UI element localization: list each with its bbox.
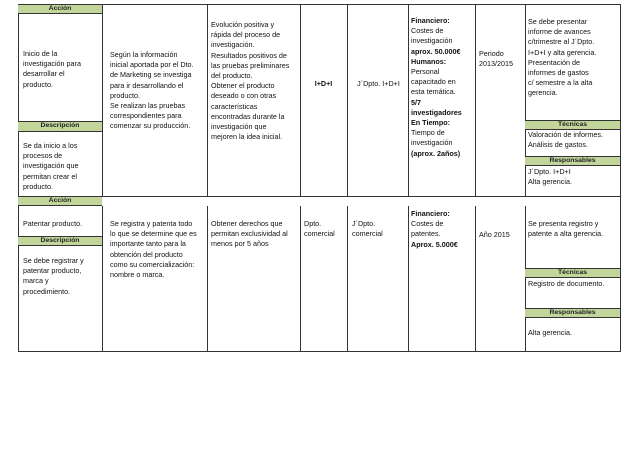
resource-line: investigadores bbox=[411, 107, 462, 117]
row1-col-divider-4 bbox=[347, 4, 348, 196]
row1-col4-text: I+D+I bbox=[314, 79, 333, 88]
row1-accion-header-text: Acción bbox=[48, 5, 72, 12]
row1-accion-text: Inicio de la investigación para desarrollar el producto. bbox=[23, 49, 81, 89]
resource-line: 5/7 bbox=[411, 97, 421, 107]
resource-line: esta temática. bbox=[411, 87, 456, 97]
row2-col-divider-5 bbox=[408, 206, 409, 352]
table-border-right bbox=[620, 4, 621, 352]
row2-responsables-header bbox=[525, 308, 620, 318]
row2-col-divider-6 bbox=[475, 206, 476, 352]
row2-col-divider-1 bbox=[102, 206, 103, 352]
row2-col-divider-3 bbox=[300, 206, 301, 352]
resource-line: capacitado en bbox=[411, 77, 456, 87]
resource-line: investigación bbox=[411, 138, 453, 148]
row1-col8-text: Se debe presentar informe de avances c/trimestre al J´Dpto. I+D+I y alta gerencia. Presentación de informes de gastos c/ semestre a la alta gerencia. bbox=[528, 17, 597, 98]
resource-line: Aprox. 5.000€ bbox=[411, 239, 458, 249]
row1-col-divider-2 bbox=[207, 4, 208, 196]
row2-resources-list bbox=[411, 209, 473, 250]
row1-col-divider-1 bbox=[102, 4, 103, 196]
row1-col5-text: J´Dpto. I+D+I bbox=[357, 79, 400, 88]
resource-line: (aprox. 2años) bbox=[411, 148, 461, 158]
row1-col-divider-3 bbox=[300, 4, 301, 196]
row2-col-divider-7 bbox=[525, 206, 526, 352]
row2-responsables-header-text: Responsables bbox=[549, 309, 596, 316]
row1-responsables-header bbox=[525, 156, 620, 166]
resource-line: Costes de bbox=[411, 26, 444, 36]
row1-responsables-text: J´Dpto. I+D+I Alta gerencia. bbox=[528, 167, 572, 187]
row2-col-divider-2 bbox=[207, 206, 208, 352]
resource-line: Humanos: bbox=[411, 56, 447, 66]
resource-line: Financiero: bbox=[411, 209, 450, 218]
row1-tecnicas-header-text: Técnicas bbox=[557, 121, 588, 128]
row1-accion-header bbox=[18, 4, 102, 14]
row2-col4-text: Dpto. comercial bbox=[304, 219, 335, 239]
row1-descripcion-header bbox=[18, 121, 102, 132]
row1-col-divider-7 bbox=[525, 4, 526, 196]
row2-accion-text: Patentar producto. bbox=[23, 219, 83, 228]
resource-line: Tiempo de bbox=[411, 128, 445, 138]
row2-tecnicas-text: Registro de documento. bbox=[528, 279, 605, 288]
resource-line: patentes. bbox=[411, 229, 441, 239]
row2-descripcion-header bbox=[18, 236, 102, 246]
row2-descripcion-header-text: Descripción bbox=[40, 237, 80, 244]
row2-col7-text: Año 2015 bbox=[479, 230, 510, 239]
row1-col-divider-5 bbox=[408, 4, 409, 196]
row2-col-divider-4 bbox=[347, 206, 348, 352]
row1-tecnicas-header bbox=[525, 120, 620, 130]
row1-descripcion-text: Se da inicio a los procesos de investigación que permitan crear el producto. bbox=[23, 141, 79, 191]
row2-descripcion-text: Se debe registrar y patentar producto, marca y procedimiento. bbox=[23, 256, 84, 296]
row1-responsables-header-text: Responsables bbox=[549, 157, 596, 164]
row2-col8-text: Se presenta registro y patente a alta gerencia. bbox=[528, 219, 604, 239]
row1-resources-list bbox=[411, 16, 473, 159]
resource-line: Costes de bbox=[411, 219, 444, 229]
row2-tecnicas-header-text: Técnicas bbox=[557, 269, 588, 276]
row2-col5-text: J´Dpto. comercial bbox=[352, 219, 383, 239]
resource-line: Personal bbox=[411, 67, 440, 77]
row2-tecnicas-header bbox=[525, 268, 620, 278]
resource-line: aprox. 50.000€ bbox=[411, 46, 461, 56]
row1-tecnicas-text: Valoración de informes. Análisis de gastos. bbox=[528, 130, 603, 150]
row1-col7-text: Periodo 2013/2015 bbox=[479, 49, 513, 69]
resource-line: En Tiempo: bbox=[411, 118, 451, 128]
table-border-top bbox=[18, 4, 621, 5]
row2-col2-text: Se registra y patenta todo lo que se determine que es importante tanto para la obtención del producto como su comercialización: nombre o marca. bbox=[110, 219, 197, 280]
row2-accion-header-text: Acción bbox=[48, 197, 72, 204]
resource-line: Financiero: bbox=[411, 16, 450, 25]
row1-col2-text: Según la información inicial aportada por el Dto. de Marketing se investiga para ir desarrollando el producto. Se realizan las pruebas correspondientes para comenzar su producción. bbox=[110, 50, 194, 131]
row2-responsables-text: Alta gerencia. bbox=[528, 328, 572, 337]
row2-accion-header bbox=[18, 196, 102, 206]
table-border-left bbox=[18, 4, 19, 352]
row1-col3-text: Evolución positiva y rápida del proceso de investigación. Resultados positivos de las pruebas preliminares del producto. Obtener el producto deseado o con otras características encontradas durante la investigación que mejoren la idea inicial. bbox=[211, 20, 290, 142]
table-border-bottom bbox=[18, 351, 621, 352]
row1-descripcion-header-text: Descripción bbox=[40, 122, 80, 129]
row2-col3-text: Obtener derechos que permitan exclusividad al menos por 5 años bbox=[211, 219, 288, 249]
resource-line: investigación bbox=[411, 36, 453, 46]
row2-top-border-rest bbox=[102, 196, 621, 197]
row1-col-divider-6 bbox=[475, 4, 476, 196]
